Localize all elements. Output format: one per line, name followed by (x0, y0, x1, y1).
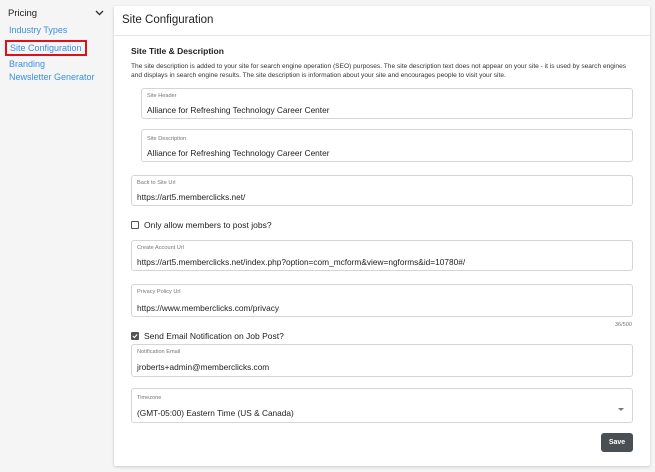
site-header-value[interactable]: Alliance for Refreshing Technology Career Center (147, 105, 330, 115)
email-notification-checkbox[interactable] (131, 332, 139, 340)
create-account-url-field[interactable] (131, 240, 633, 271)
privacy-policy-url-value[interactable]: https://www.memberclicks.com/privacy (137, 303, 279, 313)
section-title: Site Title & Description (131, 46, 224, 56)
section-description: The site description is added to your site for search engine operation (SEO) purposes. The site description text does not appear on your site - it is used by search engines and displays in search engine results. The site description is information about your site and encourages people to visit your site. (131, 63, 627, 79)
timezone-label: Timezone (137, 395, 162, 401)
create-account-url-value[interactable]: https://art5.memberclicks.net/index.php?option=com_mcform&view=ngforms&id=10780#/ (137, 257, 466, 267)
privacy-policy-url-label: Privacy Policy Url (137, 289, 181, 295)
timezone-select[interactable] (131, 388, 633, 423)
timezone-value[interactable]: (GMT-05:00) Eastern Time (US & Canada) (137, 408, 294, 418)
site-configuration-card (114, 6, 650, 466)
save-button[interactable]: Save (601, 433, 633, 452)
site-description-value[interactable]: Alliance for Refreshing Technology Career Center (147, 148, 330, 158)
site-description-field[interactable] (141, 129, 633, 162)
privacy-policy-url-field[interactable] (131, 284, 633, 317)
site-header-label: Site Header (147, 93, 177, 99)
notification-email-label: Notification Email (137, 349, 181, 355)
sidebar-item-newsletter-generator[interactable]: Newsletter Generator (9, 72, 95, 82)
caret-down-icon[interactable] (618, 408, 624, 411)
site-header-field[interactable] (141, 88, 633, 119)
pricing-nav-label: Pricing (8, 7, 38, 19)
privacy-policy-char-counter: 36/500 (614, 322, 632, 328)
checkmark-icon (132, 333, 138, 339)
title-divider (114, 35, 650, 36)
pricing-nav-header[interactable] (8, 6, 104, 20)
back-to-site-url-value[interactable]: https://art5.memberclicks.net/ (137, 192, 246, 202)
members-only-checkbox-row[interactable] (131, 220, 272, 230)
back-to-site-url-field[interactable] (131, 175, 633, 206)
create-account-url-label: Create Account Url (137, 245, 184, 251)
back-to-site-url-label: Back to Site Url (137, 180, 176, 186)
page-title: Site Configuration (122, 14, 214, 26)
chevron-down-icon[interactable] (94, 8, 104, 18)
sidebar-item-site-configuration[interactable]: Site Configuration (5, 40, 87, 56)
sidebar-item-industry-types[interactable]: Industry Types (9, 25, 68, 35)
notification-email-field[interactable] (131, 344, 633, 377)
members-only-label: Only allow members to post jobs? (144, 220, 272, 230)
sidebar (0, 0, 112, 472)
email-notification-label: Send Email Notification on Job Post? (144, 331, 284, 341)
email-notification-checkbox-row[interactable] (131, 331, 284, 341)
members-only-checkbox[interactable] (131, 221, 139, 229)
sidebar-item-branding[interactable]: Branding (9, 59, 46, 69)
site-description-label: Site Description (147, 136, 187, 142)
notification-email-value[interactable]: jroberts+admin@memberclicks.com (137, 362, 270, 372)
